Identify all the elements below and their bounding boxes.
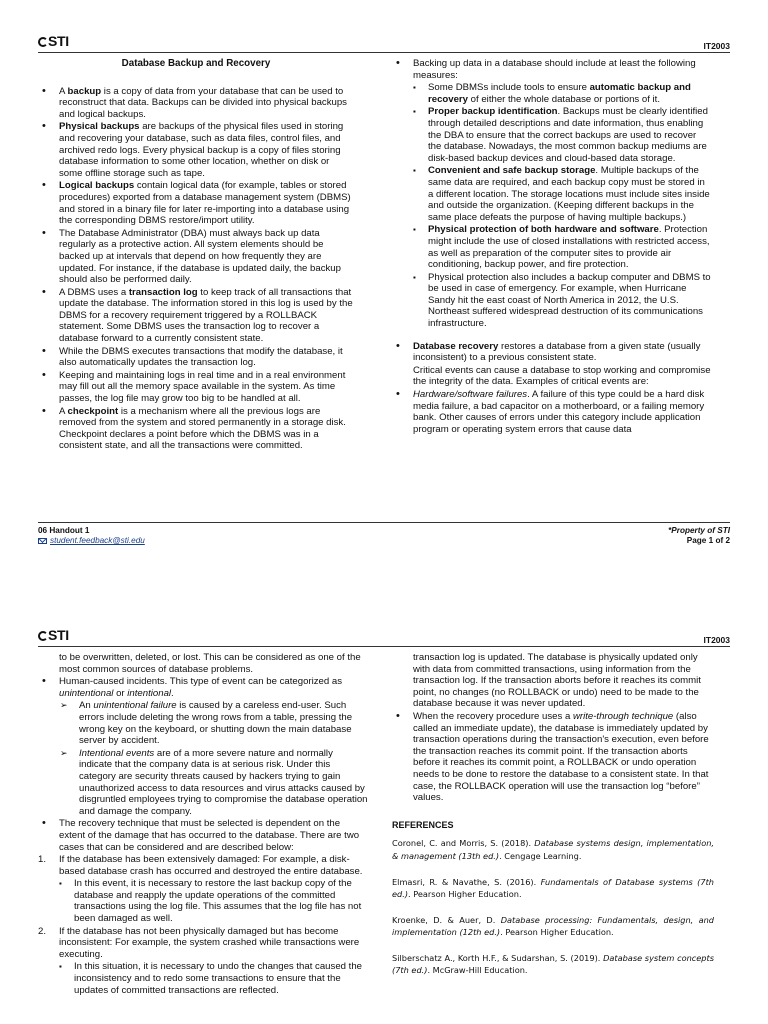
header-divider: [38, 646, 730, 647]
header-divider: [38, 52, 730, 53]
page-2: [0, 620, 768, 1024]
paragraph-item: ▪ In this situation, it is necessary to undo the changes that caused the inconsistency and to redo some transactions to ensure that the updates of committed transactions are reflected.: [57, 961, 368, 996]
reference-entry: Elmasri, R. & Navathe, S. (2016). Fundamentals of Database systems (7th ed.). Pearson Higher Education.: [392, 876, 714, 900]
page1-left-list: [38, 86, 354, 452]
paragraph-item: • A backup is a copy of data from your database that can be used to reconstruct that data. Backups can be divided into physical backups and logical backups.: [38, 86, 354, 121]
page2-left-column: [38, 652, 368, 997]
page2-right-list: [392, 652, 714, 804]
page-title: Database Backup and Recovery: [121, 58, 271, 69]
paragraph-item: ▪ Proper backup identification. Backups must be clearly identified through detailed descriptions and date information, thus enabling the DBA to ensure that the correct backups are used to recover the database. Nowadays, the most common backup mediums are disk-based backup devices and cloud-based data storage.: [411, 106, 712, 164]
paragraph-item: • A DBMS uses a transaction log to keep track of all transactions that update the database. The information stored in this log is used by the DBMS for a recovery requirement triggered by a ROLLBACK statement. Some DBMS uses the transaction log to recover a database forward to a currently consistent state.: [38, 287, 354, 345]
reference-entry: Kroenke, D. & Auer, D. Database processing: Fundamentals, design, and implementation (12th ed.). Pearson Higher Education.: [392, 914, 715, 938]
paragraph-item: ➢ An unintentional failure is caused by a careless end-user. Such errors include deleting the wrong rows from a table, pressing the wrong key on the keyboard, or shutting down the main database server by accident.: [60, 700, 368, 746]
logo-text: STI: [48, 627, 69, 643]
email-icon: [38, 538, 47, 544]
list-number: 2.: [38, 925, 47, 937]
sti-logo: [38, 33, 69, 49]
paragraph-item: to be overwritten, deleted, or lost. This can be considered as one of the most common sources of database problems.: [59, 652, 361, 675]
page1-left-column: [38, 58, 354, 453]
paragraph-item: • The recovery technique that must be selected is dependent on the extent of the damage that has occurred to the database. There are two cases that can be considered and are described below:: [38, 818, 368, 853]
sti-logo: [38, 627, 69, 643]
paragraph-item: • The Database Administrator (DBA) must always back up data regularly as a protective action. All system elements should be backed up at intervals that depend on how frequently they are updated. For instance, if the database is updated daily, the backup should also be performed daily.: [38, 228, 354, 286]
page-header: [38, 33, 730, 52]
page2-right-column: [392, 652, 714, 990]
spacer: [392, 331, 712, 341]
page2-header: [38, 627, 730, 646]
page2-left-list: [38, 652, 368, 996]
paragraph-item: • Logical backups contain logical data (for example, tables or stored procedures) exported from a database management system (DBMS) and stored in a binary file for later re-importing into a database using the corresponding DBMS restore/import utility.: [38, 180, 354, 226]
logo-text: STI: [48, 33, 69, 49]
paragraph-item: ▪ Some DBMSs include tools to ensure automatic backup and recovery of either the whole database or portions of it.: [411, 82, 712, 105]
paragraph-item: • Hardware/software failures. A failure of this type could be a hard disk media failure, a bad capacitor on a motherboard, or a failing memory bank. Other causes of errors under this category include application program or operating system errors that cause data: [392, 389, 712, 435]
paragraph-item: • Human-caused incidents. This type of event can be categorized as unintentional or intentional.: [38, 676, 368, 699]
paragraph-item: ▪ Physical protection of both hardware and software. Protection might include the use of closed installations with restricted access, as well as preparation of the computer sites to provide air conditioning, backup power, and fire protection.: [411, 224, 712, 270]
list-number: 1.: [38, 854, 47, 866]
handout-label: 06 Handout 1: [38, 526, 90, 535]
sti-logo-icon: [38, 630, 47, 641]
reference-entry: Silberschatz A., Korth H.F., & Sudarshan, S. (2019). Database system concepts (7th ed.). McGraw-Hill Education.: [392, 952, 714, 976]
paragraph-item: • Backing up data in a database should include at least the following measures:: [392, 58, 712, 81]
paragraph-item: ▪ Physical protection also includes a backup computer and DBMS to be used in case of emergency. For example, when Hurricane Sandy hit the east coast of North America in 2012, the U.S. Northeast suffered widespread destruction of its communications infrastructure.: [411, 272, 712, 330]
paragraph-item: transaction log is updated. The database is physically updated only with data from committed transactions, using information from the transaction log. If the transaction aborts before it reaches its commit point, no changes (no ROLLBACK or undo) need to be made to the database because it was never updated.: [413, 652, 701, 710]
page1-right-column: [392, 58, 712, 436]
paragraph-item: • When the recovery procedure uses a write-through technique (also called an immediate update), the database is immediately updated by transaction operations during the transaction's execution, even before the transaction reaches its commit point. If the transaction aborts before it reaches its commit point, a ROLLBACK or undo operation needs to be done to restore the database to a consistent state. In that case, the ROLLBACK operation will use the transaction log “before” values.: [392, 711, 714, 804]
page-gap: [0, 560, 768, 620]
page-number: Page 1 of 2: [686, 536, 730, 545]
paragraph-item: • While the DBMS executes transactions that modify the database, it also automatically updates the transaction log.: [38, 346, 354, 369]
paragraph-item: 2. If the database has not been physically damaged but has become inconsistent: For example, the system crashed while transactions were executing.: [38, 925, 360, 960]
property-label: *Property of STI: [668, 526, 730, 535]
paragraph-item: ▪ In this event, it is necessary to restore the last backup copy of the database and reapply the update operations of the committed transactions using the log file. This assumes that the log file has not been damaged as well.: [57, 878, 368, 924]
paragraph-item: Critical events can cause a database to stop working and compromise the integrity of the data. Examples of critical events are:: [413, 364, 711, 388]
paragraph-item: • Physical backups are backups of the physical files used in storing and recovering your database, such as data files, control files, and archived redo logs. Every physical backup is a copy of files storing database information to some other location, whether on disk or some offline storage such as tape.: [38, 121, 354, 179]
reference-entry: Coronel, C. and Morris, S. (2018). Database systems design, implementation, & management (13th ed.). Cengage Learning.: [392, 838, 714, 861]
paragraph-item: ▪ Convenient and safe backup storage. Multiple backups of the same data are required, and each backup copy must be stored in a different location. The storage locations must include sites inside and outside the organization. (Keeping different backups in the same place defeats the purpose of having multiple backups.): [411, 165, 712, 223]
course-code: IT2003: [703, 41, 730, 51]
references-heading: REFERENCES: [392, 819, 454, 830]
page1-right-list: [392, 58, 712, 435]
paragraph-item: 1. If the database has been extensively damaged: For example, a disk-based database crash has occurred and destroyed the entire database.: [38, 854, 363, 877]
sti-logo-icon: [38, 36, 47, 47]
feedback-email-link[interactable]: student.feedback@sti.edu: [50, 536, 145, 545]
paragraph-item: ➢ Intentional events are of a more severe nature and normally indicate that the company data is at serious risk. Under this category are security threats caused by hackers trying to gain unauthorized access to data resources and virus attacks caused by disgruntled employees trying to compromise the database operation and damage the company.: [60, 748, 368, 818]
paragraph-item: • A checkpoint is a mechanism where all the previous logs are removed from the system and stored permanently in a storage disk. Checkpoint declares a point before which the DBMS was in a consistent state, and all the transactions were committed.: [38, 406, 354, 452]
paragraph-item: • Keeping and maintaining logs in real time and in a real environment may fill out all the memory space available in the system. As time passes, the log file may grow too big to be handled at all.: [38, 370, 354, 405]
references-list: [392, 837, 714, 977]
course-code: IT2003: [703, 635, 730, 645]
footer-divider: [38, 522, 730, 523]
paragraph-item: • Database recovery restores a database from a given state (usually inconsistent) to a previous consistent state.: [392, 341, 712, 364]
